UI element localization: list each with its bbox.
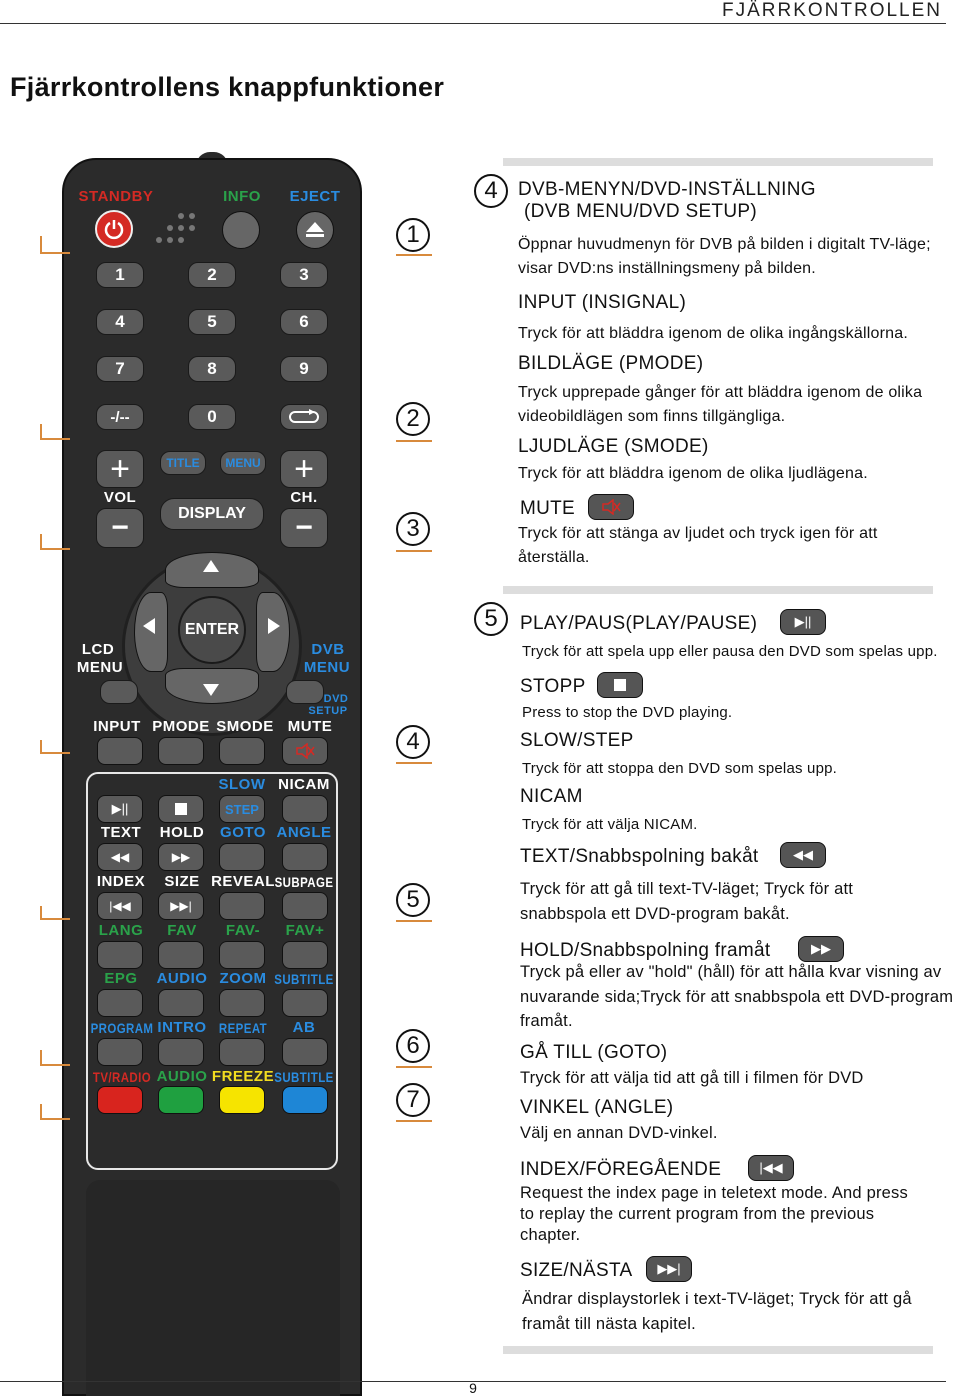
- text-rewind-text: Tryck för att gå till text-TV-läget; Tryck för att snabbspola ett DVD-program bakåt.: [520, 880, 854, 923]
- fast-forward-icon: ▶▶: [798, 936, 844, 962]
- red-button[interactable]: [97, 1086, 143, 1114]
- fav-label: FAV: [167, 922, 197, 939]
- digit-2-button[interactable]: 2: [188, 262, 236, 288]
- dvb-menu-button[interactable]: [286, 680, 324, 704]
- pmode-text: Tryck upprepade gånger för att bläddra igenom de olika videobildlägen som finns tillgängliga.: [518, 384, 923, 425]
- epg-label: EPG: [104, 970, 138, 987]
- dvd-setup-label: SETUP: [308, 705, 348, 717]
- angle-text: Välj en annan DVD-vinkel.: [520, 1124, 718, 1142]
- section-4-heading-sub: (DVB MENU/DVD SETUP): [524, 201, 757, 222]
- pmode-heading: BILDLÄGE (PMODE): [518, 353, 704, 374]
- epg-button[interactable]: [97, 989, 143, 1017]
- angle-heading: VINKEL (ANGLE): [520, 1097, 674, 1118]
- remote-bottom-panel: [86, 1180, 340, 1396]
- subtitle-color-label: SUBTITLE: [274, 1069, 334, 1085]
- recall-icon[interactable]: [280, 404, 328, 430]
- menu-button[interactable]: MENU: [220, 451, 266, 475]
- ch-label: CH.: [290, 489, 318, 506]
- play-pause-heading: PLAY/PAUS(PLAY/PAUSE): [520, 613, 758, 634]
- rewind-icon[interactable]: ◀◀: [97, 843, 143, 871]
- ir-sensor-dots: [155, 212, 199, 246]
- standby-label: STANDBY: [78, 188, 154, 205]
- digit-4-button[interactable]: 4: [96, 309, 144, 335]
- fav-button[interactable]: [158, 941, 204, 969]
- marker-line: [40, 740, 70, 754]
- section-5-number: 5: [474, 602, 508, 636]
- marker-line: [40, 236, 70, 254]
- marker-4: 4: [396, 725, 430, 759]
- index-heading: INDEX/FÖREGÅENDE: [520, 1159, 722, 1180]
- ch-up-icon[interactable]: +: [280, 450, 328, 488]
- vol-label: VOL: [103, 489, 137, 506]
- slow-step-text: Tryck för att stoppa den DVD som spelas upp.: [522, 760, 838, 777]
- repeat-label: REPEAT: [218, 1020, 268, 1036]
- nicam-button[interactable]: [282, 795, 328, 823]
- previous-icon: |◀◀: [748, 1155, 794, 1181]
- green-button[interactable]: [158, 1086, 204, 1114]
- right-arrow-icon: [268, 618, 280, 634]
- mute-label: MUTE: [287, 718, 333, 735]
- input-heading: INPUT (INSIGNAL): [518, 292, 687, 313]
- dash-button[interactable]: -/--: [96, 404, 144, 430]
- yellow-button[interactable]: [219, 1086, 265, 1114]
- pmode-label: PMODE: [152, 718, 210, 735]
- mute-heading: MUTE: [520, 498, 576, 519]
- subtitle-label: SUBTITLE: [274, 971, 334, 987]
- page-number: 9: [469, 1380, 477, 1396]
- input-text: Tryck för att bläddra igenom de olika ingångskällorna.: [518, 325, 908, 342]
- zoom-button[interactable]: [219, 989, 265, 1017]
- stop-text: Press to stop the DVD playing.: [522, 704, 733, 721]
- section-4-text: Öppnar huvudmenyn för DVB på bilden i digitalt TV-läge; visar DVD:ns inställningsmeny på bilden.: [518, 236, 931, 277]
- audio-color-label: AUDIO: [156, 1068, 208, 1085]
- nicam-label: NICAM: [278, 776, 330, 793]
- enter-button[interactable]: ENTER: [178, 596, 246, 664]
- up-arrow-icon: [203, 560, 219, 572]
- smode-button[interactable]: [219, 737, 265, 765]
- fav-plus-label: FAV+: [285, 922, 325, 939]
- digit-6-button[interactable]: 6: [280, 309, 328, 335]
- size-text: Ändrar displaystorlek i text-TV-läget; Tryck för att gå framåt till nästa kapitel.: [522, 1290, 912, 1333]
- goto-label: GOTO: [220, 824, 266, 841]
- input-button[interactable]: [97, 737, 143, 765]
- marker-1: 1: [396, 218, 430, 252]
- next-icon: ▶▶|: [646, 1256, 692, 1282]
- left-arrow-icon: [143, 618, 155, 634]
- lcd-label: LCD: [81, 641, 115, 658]
- marker-7: 7: [396, 1083, 430, 1117]
- rewind-icon: ◀◀: [780, 842, 826, 868]
- program-label: PROGRAM: [90, 1020, 154, 1036]
- smode-heading: LJUDLÄGE (SMODE): [518, 436, 709, 457]
- slow-label: SLOW: [218, 776, 266, 793]
- subpage-label: SUBPAGE: [274, 874, 334, 890]
- hold-forward-text: Tryck på eller av "hold" (håll) för att hålla kvar visning av nuvarande sida;Tryck för att snabbspola ett DVD-program framåt.: [520, 963, 954, 1030]
- marker-line: [40, 906, 70, 920]
- play-pause-icon[interactable]: ▶||: [97, 795, 143, 823]
- dvd-label: DVD: [323, 693, 349, 705]
- digit-0-button[interactable]: 0: [188, 404, 236, 430]
- fast-forward-icon[interactable]: ▶▶: [158, 843, 204, 871]
- slow-step-button[interactable]: STEP: [219, 795, 265, 823]
- repeat-button[interactable]: [219, 1038, 265, 1066]
- angle-button[interactable]: [282, 843, 328, 871]
- pmode-button[interactable]: [158, 737, 204, 765]
- marker-line: [396, 550, 432, 552]
- page-title: Fjärrkontrollens knappfunktioner: [10, 72, 445, 102]
- reveal-button[interactable]: [219, 892, 265, 920]
- stop-icon[interactable]: [158, 795, 204, 823]
- marker-line: [40, 1104, 70, 1120]
- marker-line: [396, 920, 432, 922]
- marker-line: [396, 1120, 432, 1122]
- marker-line: [396, 254, 432, 256]
- fav-minus-button[interactable]: [219, 941, 265, 969]
- section-4-heading: DVB-MENYN/DVD-INSTÄLLNING: [518, 179, 816, 200]
- power-icon[interactable]: [95, 210, 133, 248]
- play-pause-text: Tryck för att spela upp eller pausa den DVD som spelas upp.: [522, 643, 938, 660]
- lang-button[interactable]: [97, 941, 143, 969]
- audio-button[interactable]: [158, 989, 204, 1017]
- fav-plus-button[interactable]: [282, 941, 328, 969]
- title-button[interactable]: TITLE: [160, 451, 206, 475]
- reveal-label: REVEAL: [211, 873, 275, 890]
- digit-8-button[interactable]: 8: [188, 356, 236, 382]
- info-button[interactable]: [222, 211, 260, 249]
- header-label: FJÄRRKONTROLLEN: [721, 0, 942, 21]
- marker-line: [40, 424, 70, 440]
- down-arrow-icon: [203, 684, 219, 696]
- dvb-label: DVB: [311, 641, 345, 658]
- marker-6: 6: [396, 1029, 430, 1063]
- goto-button[interactable]: [219, 843, 265, 871]
- text-label: TEXT: [100, 824, 142, 841]
- hold-forward-heading: HOLD/Snabbspolning framåt: [520, 940, 771, 961]
- subpage-button[interactable]: [282, 892, 328, 920]
- digit-9-button[interactable]: 9: [280, 356, 328, 382]
- mute-icon[interactable]: [282, 737, 328, 765]
- display-button[interactable]: DISPLAY: [160, 498, 264, 530]
- ab-button[interactable]: [282, 1038, 328, 1066]
- tv-radio-label: TV/RADIO: [92, 1069, 152, 1085]
- header-rule: [0, 23, 946, 24]
- dvb-menu-label: MENU: [303, 659, 351, 676]
- marker-line: [40, 1050, 70, 1066]
- index-text: Request the index page in teletext mode. And press to replay the current program from the previous chapter.: [520, 1184, 908, 1244]
- size-label: SIZE: [164, 873, 200, 890]
- intro-button[interactable]: [158, 1038, 204, 1066]
- marker-line: [396, 440, 432, 442]
- blue-button[interactable]: [282, 1086, 328, 1114]
- subtitle-button[interactable]: [282, 989, 328, 1017]
- mute-text: Tryck för att stänga av ljudet och tryck igen för att återställa.: [518, 525, 878, 566]
- ab-label: AB: [292, 1019, 316, 1036]
- marker-5: 5: [396, 883, 430, 917]
- smode-label: SMODE: [216, 718, 274, 735]
- nicam-text: Tryck för att välja NICAM.: [522, 816, 698, 833]
- ch-down-icon[interactable]: −: [280, 508, 328, 548]
- digit-1-button[interactable]: 1: [96, 262, 144, 288]
- size-heading: SIZE/NÄSTA: [520, 1260, 633, 1281]
- marker-3: 3: [396, 512, 430, 546]
- text-rewind-heading: TEXT/Snabbspolning bakåt: [520, 846, 759, 867]
- stop-heading: STOPP: [520, 676, 586, 697]
- marker-2: 2: [396, 402, 430, 436]
- lcd-menu-label: MENU: [76, 659, 124, 676]
- smode-text: Tryck för att bläddra igenom de olika ljudlägena.: [518, 465, 868, 482]
- goto-text: Tryck för att välja tid att gå till i filmen för DVD: [520, 1069, 864, 1087]
- info-label: INFO: [223, 188, 261, 205]
- slow-step-heading: SLOW/STEP: [520, 730, 634, 751]
- zoom-label: ZOOM: [219, 970, 267, 987]
- next-icon[interactable]: ▶▶|: [158, 892, 204, 920]
- goto-heading: GÅ TILL (GOTO): [520, 1042, 668, 1063]
- intro-label: INTRO: [157, 1019, 207, 1036]
- play-pause-icon: ▶||: [780, 609, 826, 635]
- section-divider: [503, 1346, 933, 1354]
- digit-5-button[interactable]: 5: [188, 309, 236, 335]
- section-divider: [503, 158, 933, 166]
- marker-line: [396, 1066, 432, 1068]
- eject-label: EJECT: [289, 188, 341, 205]
- section-4-number: 4: [474, 174, 508, 208]
- nicam-heading: NICAM: [520, 786, 583, 807]
- previous-icon[interactable]: |◀◀: [97, 892, 143, 920]
- vol-down-icon[interactable]: −: [96, 508, 144, 548]
- digit-3-button[interactable]: 3: [280, 262, 328, 288]
- hold-label: HOLD: [159, 824, 205, 841]
- fav-minus-label: FAV-: [225, 922, 261, 939]
- eject-icon[interactable]: [296, 211, 334, 249]
- marker-line: [396, 762, 432, 764]
- marker-line: [40, 534, 70, 550]
- lcd-menu-button[interactable]: [100, 680, 138, 704]
- stop-icon: [597, 672, 643, 698]
- angle-label: ANGLE: [276, 824, 332, 841]
- section-divider: [503, 586, 933, 594]
- digit-7-button[interactable]: 7: [96, 356, 144, 382]
- lang-label: LANG: [98, 922, 144, 939]
- program-button[interactable]: [97, 1038, 143, 1066]
- vol-up-icon[interactable]: +: [96, 450, 144, 488]
- audio-label: AUDIO: [156, 970, 208, 987]
- input-label: INPUT: [93, 718, 141, 735]
- mute-icon: [588, 494, 634, 520]
- freeze-label: FREEZE: [211, 1068, 275, 1085]
- index-label: INDEX: [96, 873, 146, 890]
